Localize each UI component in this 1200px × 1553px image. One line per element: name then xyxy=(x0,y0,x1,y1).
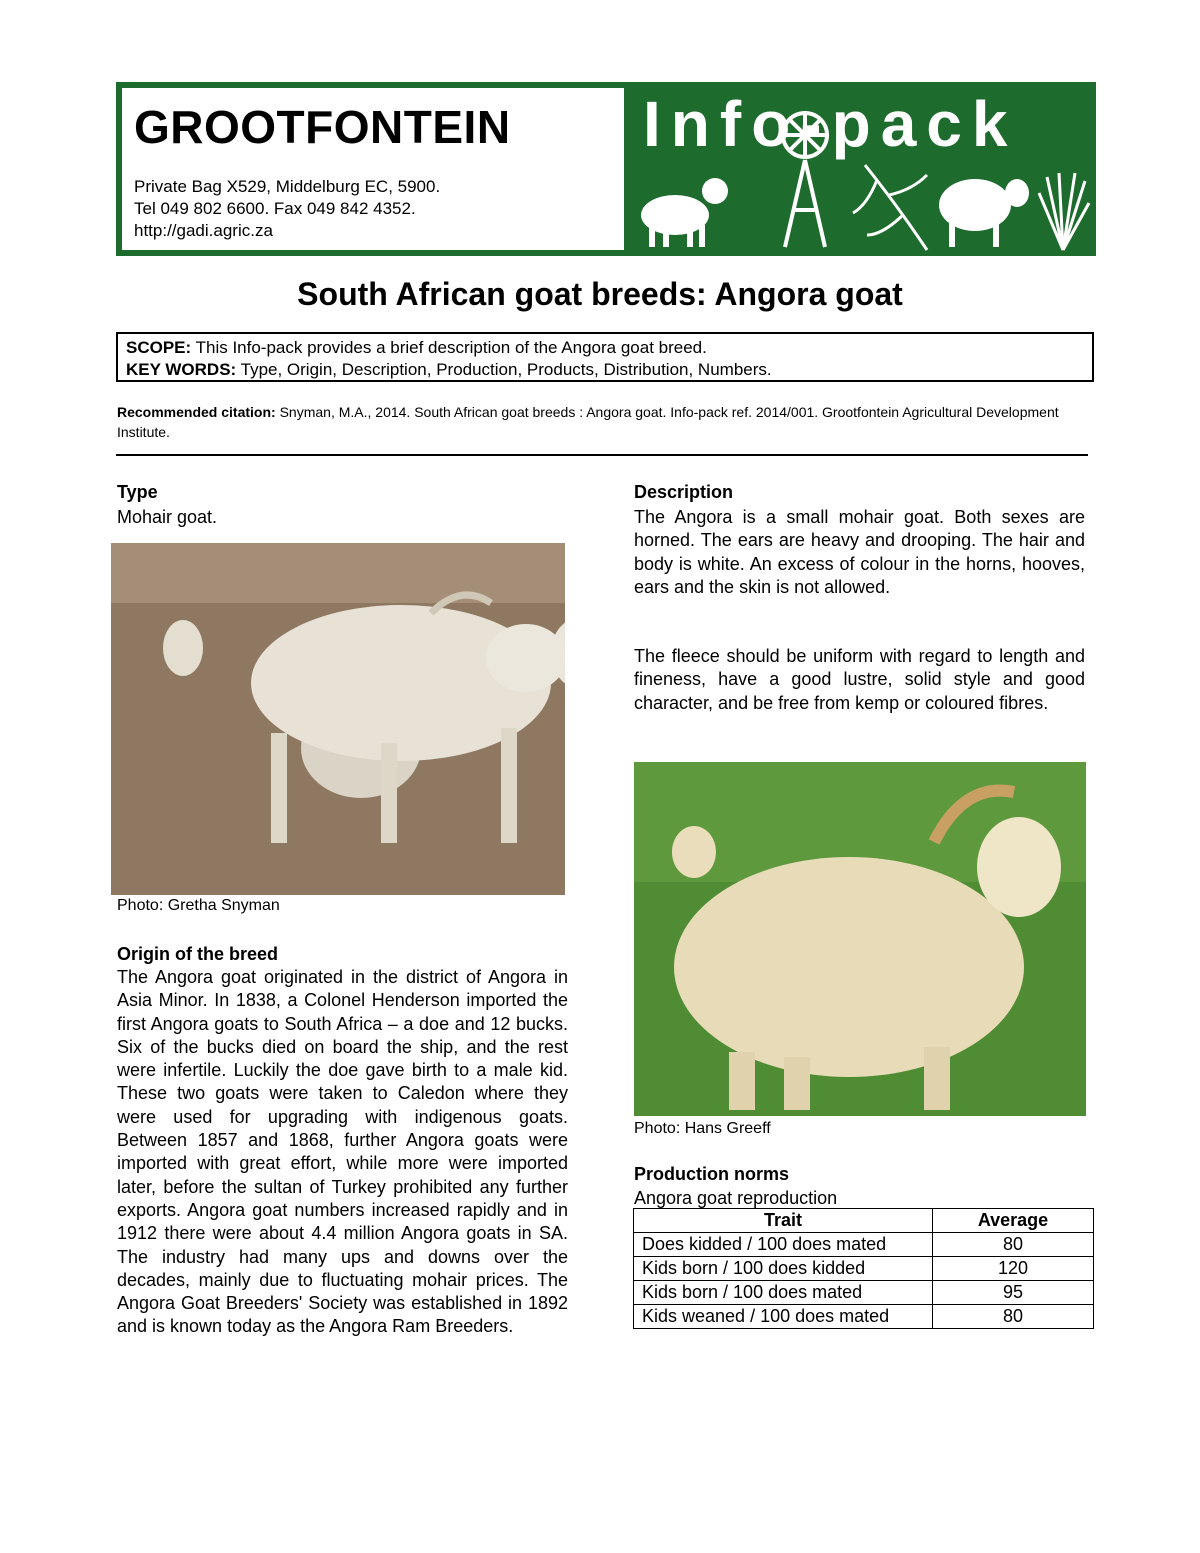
production-heading: Production norms xyxy=(634,1164,790,1184)
website-link[interactable]: http://gadi.agric.za xyxy=(134,221,273,240)
scope-label: SCOPE: xyxy=(126,338,192,357)
table-row xyxy=(634,1233,1094,1257)
trait-cell: Kids born / 100 does mated xyxy=(634,1281,933,1305)
keywords-text: Type, Origin, Description, Production, Products, Distribution, Numbers. xyxy=(236,360,772,379)
table-row xyxy=(634,1257,1094,1281)
angora-ram-photo xyxy=(634,762,1086,1116)
sheep-silhouette-icon xyxy=(939,179,1029,247)
citation-text: Snyman, M.A., 2014. South African goat breeds : Angora goat. Info-pack ref. 2014/001. Grootfontein Agricultural Development Institute. xyxy=(117,404,1059,440)
phone-line: Tel 049 802 6600. Fax 049 842 4352. xyxy=(134,199,416,218)
header-address-panel xyxy=(119,85,627,253)
angora-doe-with-kid-photo xyxy=(111,543,565,895)
citation xyxy=(117,402,1087,442)
address-line: Private Bag X529, Middelburg EC, 5900. xyxy=(134,177,441,196)
ram-body xyxy=(674,857,1024,1077)
photo1-illustration xyxy=(111,543,565,895)
trait-cell: Kids born / 100 does kidded xyxy=(634,1257,933,1281)
photo1-caption: Photo: Gretha Snyman xyxy=(117,897,280,914)
type-heading: Type xyxy=(117,482,158,502)
header-icons xyxy=(627,85,1093,253)
average-cell: 95 xyxy=(933,1281,1094,1305)
average-cell: 80 xyxy=(933,1305,1094,1329)
production-subheading: Angora goat reproduction xyxy=(634,1188,838,1208)
infopack-wordmark: Info-pack xyxy=(643,88,1018,160)
table-row xyxy=(634,1281,1094,1305)
average-cell: 80 xyxy=(933,1233,1094,1257)
table-header-row xyxy=(634,1209,1094,1233)
scope-text: This Info-pack provides a brief description of the Angora goat breed. xyxy=(191,338,707,357)
ram-head xyxy=(977,817,1061,917)
type-text: Mohair goat. xyxy=(117,507,218,527)
photo2-caption: Photo: Hans Greeff xyxy=(634,1120,771,1137)
average-cell: 120 xyxy=(933,1257,1094,1281)
trait-cell: Kids weaned / 100 does mated xyxy=(634,1305,933,1329)
page-title: South African goat breeds: Angora goat xyxy=(297,276,903,312)
origin-heading: Origin of the breed xyxy=(117,944,279,964)
keywords-label: KEY WORDS: xyxy=(126,360,237,379)
description-para2: The fleece should be uniform with regard to length and fineness, have a good lustre, solid style and good character, and be free from kemp or coloured fibres. xyxy=(634,646,1085,713)
goat-silhouette-icon xyxy=(641,178,728,247)
infopack-panel xyxy=(627,85,1093,253)
divider xyxy=(116,454,1088,456)
description-para1: The Angora is a small mohair goat. Both sexes are horned. The ears are heavy and drooping. The hair and body is white. An excess of colour in the horns, hooves, ears and the skin is not allowed. xyxy=(634,507,1085,597)
photo2-illustration xyxy=(634,762,1086,1116)
plant-icon xyxy=(853,165,927,250)
scope-box xyxy=(116,332,1094,382)
table-row xyxy=(634,1305,1094,1329)
description-heading: Description xyxy=(634,482,734,502)
brand-name: GROOTFONTEIN xyxy=(134,101,511,153)
citation-label: Recommended citation: xyxy=(117,404,276,420)
column-header-average: Average xyxy=(933,1209,1094,1233)
header-banner xyxy=(116,82,1096,256)
column-header-trait: Trait xyxy=(634,1209,933,1233)
windmill-icon xyxy=(783,113,827,247)
reproduction-table xyxy=(633,1208,1094,1329)
origin-text: The Angora goat originated in the district of Angora in Asia Minor. In 1838, a Colonel Henderson imported the first Angora goats to South Africa – a doe and 12 bucks. Six of the bucks died on board the ship, and the rest were infertile. Luckily the doe gave birth to a male kid. These two goats were taken to Caledon where they were used for upgrading with indigenous goats. Between 1857 and 1868, further Angora goats were imported with great effort, while more were imported later, before the sultan of Turkey prohibited any further exports. Angora goat numbers increased rapidly and in 1912 there were about 4.4 million Angora goats in SA. The industry had many ups and downs over the decades, mainly due to fluctuating mohair prices. The Angora Goat Breeders' Society was established in 1892 and is known today as the Angora Ram Breeders. xyxy=(117,967,568,1337)
trait-cell: Does kidded / 100 does mated xyxy=(634,1233,933,1257)
aloe-icon xyxy=(1039,173,1089,250)
